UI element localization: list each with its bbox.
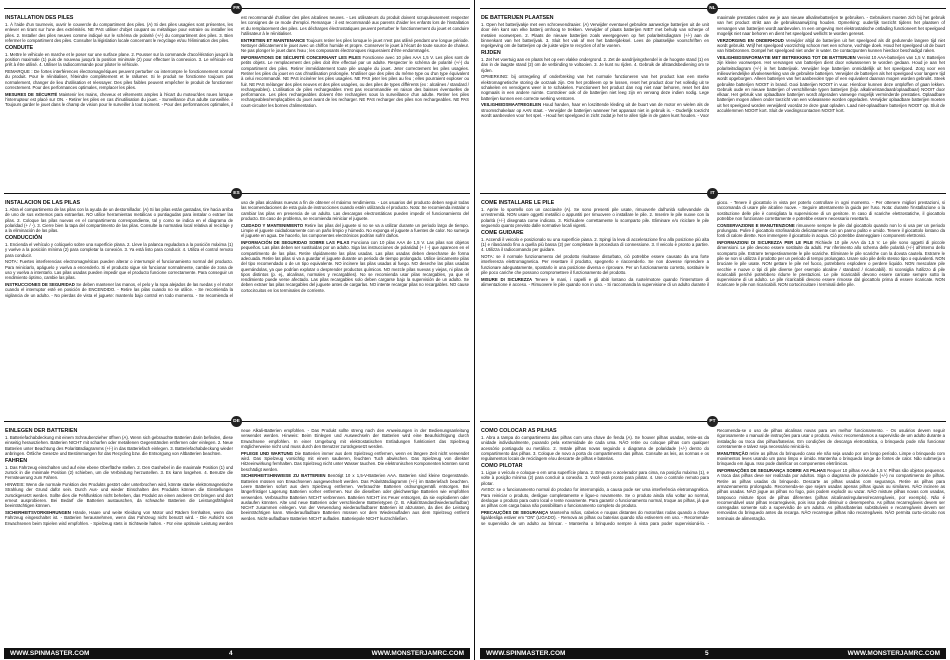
section-heading: SICHERHEITSHINWEISE ZU BATTERIEN [241,473,326,479]
section-heading: COME GUIDARE [481,229,524,236]
paragraph: Die Batterien immer aus dem Spielzeug entfernen, wenn es längere Zeit nicht verwendet wird. Das Spielzeug vorsichtig mit einem sauberen, feuchten Tuch abwischen. Das Spielzeug von direkter Hitzeeinwirkung fernhalten. Das Spielzeug nicht unter Wasser tauchen. Die elektronischen Komponenten könnten sonst beschädigt werden. [241,450,469,472]
section-heading: CONSERVAZIONE E MANUTENZIONE [717,222,795,228]
section-heading: SICHERHEITSVORKEHRUNGEN [5,510,71,516]
language-badge-pt: PT [707,416,718,427]
paragraph: AVISO: se o funcionamento normal do produto for interrompido, a causa pode ser uma interferência eletromagnética. Para reiniciar o produto, desligue completamente e ligue-o novamente. Se o produto ainda não voltar ao normal, desloque o produto para outro local e tente novamente. Para garantir o funcionamento normal, troque as pilhas, já que as pilhas com carga baixa não possibilitam o funcionamento completo do produto. [481,487,709,509]
language-badge-nl: NL [707,3,718,14]
section-heading: PRECAUÇÕES DE SEGURANÇA [481,510,549,516]
footer-url-monsterjam: WWW.MONSTERJAMRC.COM [847,650,940,657]
paragraph: Requer 10 pilhas AAA de 1,5 V. Pilhas são objetos pequenos. A troca das pilhas deve ser realizada por adultos. Siga o diagrama de polaridade (+/-) no compartimento de pilhas. Retire as pilhas usadas do brinquedo. Descarte as pilhas usadas com segurança. Retire as pilhas para armazenamento prolongado. Recomenda-se que sejam usadas apenas pilhas iguais ou similares. NÃO incinere as pilhas usadas. NÃO jogue as pilhas no fogo, pois podem explodir ou vazar. NÃO misture pilhas novas com usadas, tampouco misture tipos de pilhas diferentes (pilhas alcalinas/regulares/recarregáveis, por exemplo). Não é recomendável usar pilhas recarregáveis, pois isso pode diminuir o desempenho. As pilhas recarregáveis devem ser carregadas somente sob a supervisão de um adulto. As pilhas/baterias substituíveis e recarregáveis devem ser removidas do brinquedo antes da recarga. NÃO recarregue pilhas não recarregáveis. NÃO permita curto-circuito nos terminais de alimentação. [717,468,945,521]
paragraph: 1. Zet het voertuig aan en plaats het op een vlakke ondergrond. 2. Zet de aandrijvingshendel in de hoogste stand (1) en dan in de laagste stand (2) om de verbinding te voltooien. 3. Je kunt nu rijden. 4. Gebruik de afstandsbediening om te rijden. [481,56,709,73]
footer-url-monsterjam: WWW.MONSTERJAMRC.COM [371,650,464,657]
section-title: EINLEGEN DER BATTERIEN [5,428,78,434]
section-heading: COMO PILOTAR [481,462,523,469]
paragraph: Fonctionne avec 10 piles AAA 1,5 V. Les piles sont de petits objets. Le remplacement des piles doit être effectué par un adulte. Respecter le schéma de polarité (+/-) du compartiment des piles. Retirer immédiatement toute pile usagée du jouet. Jeter correctement les piles usagées. Retirer les piles du jouet en cas d'inutilisation prolongée. N'utiliser que des piles du même type ou d'un type équivalent à celui recommandé. NE PAS incinérer les piles usagées. NE PAS jeter les piles au feu ; elles pourraient exploser ou fuir. NE PAS mélanger des piles neuves et des piles usagées, ou des piles de types différents (ex : alcalines / standard / rechargeables). L'utilisation de piles rechargeables n'est pas recommandée en raison des baisses éventuelles de performance. Les piles rechargeables doivent être rechargées sous la surveillance d'un adulte. Retirer les piles rechargeables/remplaçables du jouet avant de les recharger. NE PAS recharger des piles non rechargeables. NE PAS court-circuiter les bornes d'alimentation. [241,55,469,108]
section-heading: VEILIGHEIDSMAATREGELEN [481,102,542,108]
panel-nl [481,15,945,183]
section-heading: VERZORGING EN ONDERHOUD [717,37,784,43]
footer-url-spinmaster: WWW.SPINMASTER.COM [486,650,566,657]
section-heading: INFORMAZIONI DI SICUREZZA PER LE PILE [717,240,813,246]
paragraph: Benötigt 10 x 1,5-V-Batterien AAA. Batterien sind kleine Gegenstände. Batterien müssen von Erwachsenen ausgewechselt werden. Das Polaritätsdiagramm (+/-) im Batteriefach beachten. Leere Batterien sofort aus dem Spielzeug entfernen. Verbrauchte Batterien ordnungsgemäß entsorgen. Bei längerfristiger Lagerung Batterien vorher entfernen. Nur die dieselben oder gleichwertige Batterien wie empfohlen verwenden. Verbrauchte Batterien NICHT verbrennen. Batterien NICHT ins Feuer entsorgen, da sie explodieren oder auslaufen könnten. Alte und neue Batterien oder verschiedene Batterietypen (z. B. Alkali/Standard/wiederaufladbar) NICHT zusammen einlegen. Von der Verwendung wiederaufladbarer Batterien ist abzuraten, da dies die Leistung beeinträchtigen kann. Wiederaufladbare Batterien müssen vor dem Wiederaufladen aus dem Spielzeug entfernt werden. Nicht-aufladbare Batterien NICHT aufladen. Batteriepole NICHT kurzschließen. [241,473,469,521]
paragraph: HINWEIS: Wenn die normale Funktion des Produkts gestört oder unterbrochen wird, könnte starke elektromagnetische Strahlung der Grund dafür sein. Durch Aus- und wieder Einschalten des Produkts können die Einstellungen zurückgesetzt werden. Sollte dies die Fehlfunktion nicht beheben, das Produkt an einen anderen Ort bringen und dort erneut ausprobieren. Bei Bedarf die Batterien austauschen, da schwache Batterien die Leistungsfähigkeit beeinträchtigen können. [5,482,233,509]
footer-left [4,648,470,659]
section-heading: MESURES DE SÉCURITÉ [5,91,58,97]
page-number: 5 [705,650,709,657]
paragraph: retire as pilhas do brinquedo caso ele não seja usado por um longo período. Limpe o brinquedo com movimentos leves usando um pano limpo e úmido. Mantenha o brinquedo longe de fontes de calor. Não submerja o brinquedo em água. Isso pode danificar os componentes eletrônicos. [717,450,945,467]
paragraph: Richiede 10 pile AAA da 1,5 V. Le pile sono oggetti di piccole dimensioni. Le pile devono essere sostituite da adulti. Far riferimento allo schema delle polarità (+/-) all'interno dello scomparto pile. Estrarre tempestivamente le pile scariche. Eliminare le pile scariche con la dovuta cautela. Estrarre le pile se non si utilizza il prodotto per un periodo di tempo prolungato. Usare solo pile dello stesso tipo o equivalenti. NON bruciare le pile usate. NON gettare le pile nel fuoco, potrebbero esplodere o perdere liquido. NON mescolare pile vecchie e nuove o tipi di pile diverse (per esempio alcaline / standard / ricaricabili). Si sconsiglia l'utilizzo di pile ricaricabili perché potrebbero ridurre le prestazioni. Le pile ricaricabili devono essere caricate sempre sotto la supervisione di un adulto. Le pile ricaricabili devono essere rimosse dal giocattolo prima di essere ricaricate. NON ricaricare le pile non ricaricabili. NON cortocircuitare i terminali delle pile. [717,240,945,288]
section-title: DE BATTERIJEN PLAATSEN [481,15,554,21]
section-heading: MANUTENÇÃO [717,450,749,456]
paragraph: 1. Ligue o veículo e coloque-o em uma superfície plana. 2. Empurre o acelerador para cima, na posição máxima (1), e volte à posição mínima (2) para concluir a conexão. 3. Você está pronto para pilotar. 4. Use o controle remoto para pilotar. [481,469,709,486]
panel-pt [481,428,945,644]
language-badge-es: ES [231,188,242,199]
section-heading: VEILIGHEIDSINFORMATIE MET BETREKKING TOT DE BATTERIJEN [717,55,856,61]
section-heading: INSTRUCCIONES DE SEGURIDAD [5,282,75,288]
section-title: INSTALLATION DES PILES [5,15,74,21]
paragraph: NOTA: Fuertes interferencias electromagnéticas pueden alterar o interrumpir el funcionamiento normal del producto. Para reiniciarlo, apáguelo y vuelva a encenderlo. Si el producto sigue sin funcionar normalmente, cambie de zona de uso y vuelva a intentarlo. Las pilas usadas pueden impedir que el producto funcione correctamente. Para conseguir un rendimiento óptimo, cambie las pilas. [5,259,233,281]
paragraph: 1. Open het batterijvakje met een schroevendraaier. (A) Verwijder eventueel gebruikte aanwezige batterijen uit de unit door één kant van elke batterij omhoog te trekken. Verwijder of plaats batterijen NIET met behulp van scherpe of metalen voorwerpen. 2. Plaats de nieuwe batterijen zoals weergegeven op het polariteitsdiagram (+/-) aan de binnenkant van het batterijvak. 3. Sluit het vak af met het batterijdeksel. Lees de plaatselijke voorschriften en regelgeving om de batterijen op de juiste wijze te recyclen of af te voeren. [481,22,709,49]
paragraph: 1. Das Fahrzeug einschalten und auf eine ebene Oberfläche stellen. 2. Den Gashebel in die maximale Position (1) und zurück in die minimale Position (2) schieben, um die Verbindung herzustellen. 3. Es kann losgehen. 4. Benutze die Fernsteuerung zum Fahren. [5,464,233,481]
section-heading: PFLEGE UND WARTUNG [241,450,294,456]
section-heading: RIJDEN [481,49,501,56]
paragraph: Funciona con 10 pilas AAA de 1,5 V. Las pilas son objetos pequeños. Las pilas deben ser sustituidas por un adulto. Siga las instrucciones de polaridad (+ / -) que aparecen en el compartimento de las pilas. Retire rápidamente las pilas usadas. Las pilas usadas deben desecharse de forma adecuada. Retire las pilas si va a guardar el juguete durante un periodo de tiempo prolongado. Utilice únicamente pilas del tipo recomendado o de un tipo equivalente. NO incinere las pilas usadas al fuego. NO deseche las pilas usadas quemándolas, ya que podrían explotar o desprender productos químicos. NO mezcle pilas nuevas y viejas, ni pilas de tipos distintos (p. ej., alcalinas, normales y recargables). No se recomienda usar pilas recargables, ya que el rendimiento puede verse afectado. Las pilas recargables solo deben cargarse bajo la supervisión de un adulto. Se deben extraer las pilas recargables del juguete antes de cargarlas. NO intente recargar pilas no recargables. NO cause cortocircuitos en los terminales de corriente. [241,240,469,293]
paragraph: Maintenir les mains, cheveux et vêtements amples à l'écart du moteur/des roues lorsque l'interrupteur est placé sur ON. - Retirer les piles en cas d'inutilisation du jouet. - Surveillance d'un adulte conseillée. - Toujours garder le jouet dans le champ de vision pour le surveiller à tout moment. - Pour des performances optimales, il est recommandé d'utiliser des piles alcalines neuves. - Les utilisateurs du produit doivent scrupuleusement respecter les consignes de ce mode d'emploi. Remarque : il est recommandé aux parents d'aider les enfants lors de l'installation et du remplacement des piles. Les décharges électrostatiques peuvent perturber le fonctionnement du jouet et conduire l'utilisateur à le réinitialiser. [5,15,469,108]
paragraph: 1. Mettre le véhicule en marche et le poser sur une surface plane. 2. Pousser sur la commande d'accélération jusqu'à la position maximale (1) puis de nouveau jusqu'à la position minimale (2) pour effectuer la connexion. 3. Le véhicule est prêt à être utilisé. 4. Utiliser la radiocommande pour piloter le véhicule. [5,51,233,68]
paragraph: Retire las pilas del juguete si no se va a utilizar durante un periodo largo de tiempo. Limpie el juguete cuidadosamente con un paño limpio y húmedo. No exponga el juguete a fuentes de calor. No sumerja el juguete en agua. De hacerlo, los componentes electrónicos podrían sufrir daños. [241,222,469,239]
paragraph: Se deben mantener las manos, el pelo y la ropa alejados de las ruedas y el motor cuando el interruptor esté en posición de ENCENDIDO. - Retire las pilas cuando no se utilice. - Se recomienda la vigilancia de un adulto. - No pierdas de vista el juguete: mantenlo bajo control en todo momento. - Se recomienda el uso de pilas alcalinas nuevas a fin de obtener el máximo rendimiento. - Los usuarios del producto deben seguir todas las recomendaciones de esta guía de instrucciones cuando estén utilizando el producto. Nota: Se recomienda instalar o cambiar las pilas en presencia de un adulto. Las descargas electrostáticas pueden impedir el funcionamiento del producto. En caso de problema, se recomienda reiniciar el juguete. [5,200,469,298]
paragraph: Tenere le mani, i capelli e gli abiti lontano da ruote/motore quando l'interruttore di alimentazione è acceso. - Rimuovere le pile quando non in uso. - Si raccomanda la supervisione di un adulto durante il gioco. - Tenere il giocattolo in vista per poterlo controllare in ogni momento. - Per ottenere migliori prestazioni, si raccomanda di usare pile alcaline nuove. - Seguire attentamente la guida per l'uso. Nota: durante l'installazione o la sostituzione delle pile è consigliata la supervisione di un genitore. In caso di scariche elettrostatiche, il giocattolo potrebbe non funzionare correttamente e potrebbe essere necessario resettarlo. [481,200,945,288]
panel-fr [5,15,469,183]
footer-right [480,648,946,659]
section-heading: INFORMACIÓN DE SEGURIDAD SOBRE LAS PILAS [241,240,350,246]
panel-de [5,428,469,644]
section-heading: ENTRETIEN ET MAINTENANCE [241,37,306,43]
page-number: 4 [229,650,233,657]
paragraph: Toujours retirer les piles lorsque le jouet n'est pas utilisé pendant une longue période. Nettoyer délicatement le jouet avec un chiffon humide et propre. Conserver le jouet à l'écart de toute source de chaleur. Ne pas plonger le jouet dans l'eau ; les composants électroniques risqueraient d'être endommagés. [241,37,469,54]
paragraph: OPMERKING: bij ontregeling of onderbreking van het normale functioneren van het product kan een sterke elektromagnetische storing de oorzaak zijn. Om het probleem op te lossen, reset het product door het volledig uit te schakelen en vervolgens weer in te schakelen. Functioneert het product dan nog niet naar behoren, reset het dan nogmaals in een andere ruimte. Controleer ook of de batterijen niet leeg zijn en vervang deze indien nodig. Lege batterijen kunnen een correcte werking verstoren. [481,74,709,101]
paragraph: Houd handen, haar en loszittende kleding uit de buurt van de motor en wielen als de stroomschakelaar op AAN staat. - Verwijder de batterijen wanneer het apparaat niet in gebruik is. - Ouderlijk toezicht wordt aanbevolen voor het spel. - Houd het speelgoed in zicht zodat je het te allen tijde in de gaten kunt houden. - Voor maximale prestaties raden we je aan nieuwe alkalinebatterijen te gebruiken. - Gebruikers moeten zich bij het gebruik van het product strikt aan de gebruiksaanwijzing houden. Opmerking: ouderlijk toezicht tijdens het plaatsen of vervangen van batterijen wordt aanbevolen. In een omgeving met elektrostatische ontlading functioneert het speelgoed mogelijk niet naar behoren en dient het speelgoed wellicht te worden gereset. [481,15,945,118]
paragraph: REMARQUE : De fortes interférences électromagnétiques peuvent perturber ou interrompre le fonctionnement normal du produit. Pour le réinitialiser, l'éteindre complètement et le rallumer. Si le produit ne fonctionne toujours pas normalement, changer de lieu d'utilisation et réessayer. Des piles faibles peuvent empêcher le produit de fonctionner correctement. Pour des performances optimales, remplacer les piles. [5,69,233,90]
paragraph: rimuovere sempre le pile dal giocattolo quando non lo si usa per un periodo prolungato. Pulire il giocattolo strofinandolo delicatamente con un panno pulito e umido. Tenere il giocattolo lontano da fonti di calore dirette. Non immergere il giocattolo in acqua. Ciò potrebbe danneggiare i componenti elettronici. [717,222,945,239]
paragraph: 1. Aprire lo sportello con un cacciavite (A). Se sono presenti pile usate, rimuoverle dall'unità sollevandole da un'estremità. NON usare oggetti metallici o appuntiti per rimuovere o installare le pile. 2. Inserire le pile nuove con la polarità (+/-) disegnata come indicato. 3. Richiudere correttamente lo scomparto pile. Eliminare e/o riciclare le pile seguendo quanto previsto dalle normative locali vigenti. [481,207,709,228]
paragraph: Hände, Haare und weite Kleidung von Motor und Rädern fernhalten, wenn das Fahrzeug eingeschaltet ist. - Batterien herausnehmen, wenn das Fahrzeug nicht benutzt wird. - Die Aufsicht von Erwachsenen beim Spielen wird empfohlen. - Spielzeug stets in Sichtweite halten. - Für eine optimale Leistung werden neue Alkali-Batterien empfohlen. - Das Produkt sollte streng nach den Anweisungen in der Bedienungsanleitung verwendet werden. Hinweis: Beim Einlegen und Auswechseln der Batterien wird eine Beaufsichtigung durch Erwachsene empfohlen. In einer Umgebung mit elektrostatischen Entladungen funktioniert das Spielzeug möglicherweise nicht und muss durch den Benutzer zurückgesetzt werden. [5,428,469,526]
footer-url-spinmaster: WWW.SPINMASTER.COM [10,650,90,657]
section-heading: INFORMAÇÕES DE SEGURANÇA SOBRE AS PILHAS [717,468,826,474]
language-badge-fr: FR [231,3,242,14]
section-heading: CONDUCCIÓN [5,234,43,241]
paragraph: NOTA: se il normale funzionamento del prodotto risultasse disturbato, ciò potrebbe essere causato da una forte interferenza elettromagnetica. Per resettare il prodotto, spegnerlo e riaccenderlo. Se non dovesse riprendere a funzionare adeguatamente, spostarlo in una posizione diversa e riprovare. Per un funzionamento corretto, sostituire le pile poco cariche che possono compromettere il funzionamento del prodotto. [481,254,709,275]
paragraph: 1. Abra a tampa do compartimento das pilhas com uma chave de fenda (A). Se houver pilhas usadas, retire-as da unidade individualmente, puxando pela extremidade de cada uma. NÃO retire ou coloque pilhas com qualquer acessório pontiagudo ou metálico. 2. Instale pilhas novas seguindo o diagrama de polaridade (+/-) dentro do compartimento das pilhas. 3. Coloque de novo a porta do compartimento das pilhas. Consulte as leis, as normas e os regulamentos locais de reciclagem e/ou descarte de pilhas e baterias. [481,435,709,462]
language-badge-de: DE [231,416,242,427]
center-divider [474,0,475,660]
paragraph: 1. Encienda el vehículo y colóquelo sobre una superficie plana. 2. Lleve la palanca reguladora a la posición máxima (1) y vuelve a la posición mínima (2) para completar la conexión. 3. Ya está listo para conducir. 4. Utiliza el control remoto para conducir. [5,241,233,258]
section-heading: CUIDADO Y MANTENIMIENTO [241,222,304,228]
paragraph: Vereist 10 AAA-batterijen van 1,5 V. Batterijen zijn kleine voorwerpen. Het vervangen van batterijen dient door volwassenen te worden gedaan. Houd je aan het polariteitsdiagram (+/-) in het batterijvak. Verwijder lege batterijen onmiddellijk uit het speelgoed. Zorg voor een milieuvriendelijke afvalverwerking van de gebruikte batterijen. Verwijder de batterijen als het speelgoed voor langere tijd wordt opgeborgen. Alleen batterijen van het aanbevolen type of een equivalent daarvan mogen worden gebruikt. Steek gebruikte batterijen NOOIT in brand. Gooi batterijen NOOIT in vuur. Hierdoor kunnen deze ontploffen of gaan lekken. Gebruik oude en nieuwe batterijen of verschillende typen batterijen (bijv. alkaline/standaard/oplaadbaar) NOOIT door elkaar. Het gebruik van oplaadbare batterijen wordt afgeraden vanwege mogelijk verminderde prestaties. Oplaadbare batterijen mogen alleen onder toezicht van een volwassene worden opgeladen. Verwijder oplaadbare batterijen moeten uit het speelgoed worden verwijderd voordat ze deze gaat opladen. Laad niet-oplaadbare batterijen NOOIT op. Sluit de accuklemmen NOOIT kort. Sluit de voedingscontacten NOOIT kort. [717,55,945,114]
section-heading: CONDUITE [5,44,34,51]
paragraph: 1. Abra el compartimento de las pilas con la ayuda de un destornillador. (A) Si las pilas están gastadas, tire hacia arriba de uno de sus extremos para extraerlas. NO utilice herramientas metálicas o puntiagudas para instalar o extraer las pilas. 2. Coloque las pilas nuevas en el compartimento correspondiente, tal y como se indica en el diagrama de polaridad (+ / -). 3. Cierre bien la tapa del compartimento de las pilas. Consulte la normativa local relativa al reciclaje y a la eliminación de las pilas. [5,207,233,234]
paragraph: 1. Batteriefachabdeckung mit einem Schraubenzieher öffnen (A). Wenn sich gebrauchte Batterien darin befinden, diese einseitig herausziehen. Batterien NICHT mit scharfen oder metallenen Gegenständen entfernen oder einlegen. 2. Neue Batterien unter Beachtung des Polaritätsdiagramms (+/-) in das Batteriefach einlegen. 3. Batteriefachabdeckung wieder anbringen. Örtliche Gesetze und Bestimmungen für das Recycling bzw. die Entsorgung von Altbatterien beachten. [5,435,233,456]
paragraph: 1. Accendi il veicolo e posizionalo su una superficie piana. 2. Spingi la leva di accelerazione fino alla posizione più alta (1) e rilasciando fino a quella più bassa (2) per completare la procedura di connessione. 3. Il veicolo è pronto a partire. 4. Utilizza il radiocomando per guidare. [481,236,709,253]
paragraph: Mantenha mãos, cabelos e roupas distantes do motor/das rodas quando a chave liga/desliga estiver em "ON" (LIGADO). - Remova as pilhas ou baterias quando não estiverem em uso. - Recomenda-se supervisão de um adulto ao brincar. - Mantenha o brinquedo sempre à vista para poder supervisioná-lo. - Recomenda-se o uso de pilhas alcalinas novas para um melhor funcionamento. - Os usuários devem seguir rigorosamente o manual de instruções para usar o produto. Aviso: recomendamos a supervisão de um adulto durante a instalação ou troca das pilhas/baterias. Em condições de descarga eletrostática, o brinquedo pode não funcionar corretamente e talvez seja necessário reiniciá-lo. [481,428,945,526]
paragraph: Verwijder altijd de batterijen uit het speelgoed als dit gedurende langere tijd niet wordt gebruikt. Wrijf het speelgoed voorzichtig schoon met een schone, vochtige doek. Houd het speelgoed uit de buurt van hittebronnen. Dompel het speelgoed niet onder in water. De contactpunten kunnen hierdoor beschadigd raken. [717,37,945,54]
section-title: INSTALACIÓN DE LAS PILAS [5,200,81,206]
section-heading: FAHREN [5,457,28,464]
section-title: COME INSTALLARE LE PILE [481,200,555,206]
section-title: COMO COLOCAR AS PILHAS [481,428,557,434]
panel-es [5,200,469,412]
paragraph: 1. À l'aide d'un tournevis, ouvrir le couvercle du compartiment des piles. (A) Si des piles usagées sont présentes, les enlever en tirant sur l'une des extrémités. NE PAS utiliser d'objet coupant ou métallique pour extraire ou installer les piles. 2. Installer des piles neuves comme indiqué sur le schéma de polarité (+/-) du compartiment des piles. 3. Bien refermer le compartiment des piles. Consulter la législation locale concernant le recyclage et/ou l'élimination des piles. [5,22,233,43]
language-badge-it: IT [707,188,718,199]
panel-it [481,200,945,412]
section-heading: INFORMATIONS DE SÉCURITÉ CONCERNANT LES PILES [241,55,361,61]
section-heading: MISURE DI SICUREZZA [481,276,533,282]
